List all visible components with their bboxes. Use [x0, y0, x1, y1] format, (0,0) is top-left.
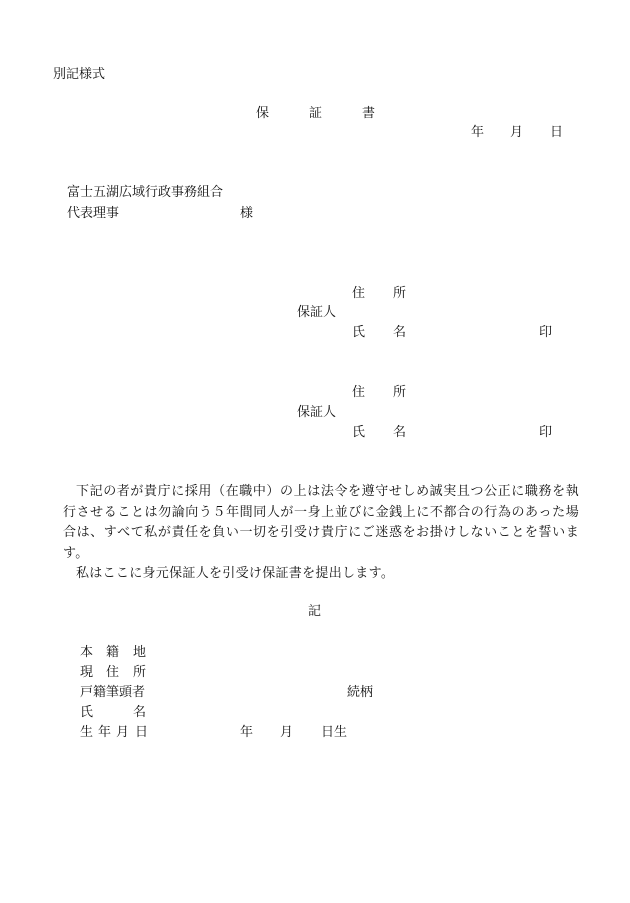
shimei-char-2: 名: [133, 705, 147, 720]
address-label-char-2: 所: [393, 286, 407, 301]
birth-label-char-2: 年: [98, 725, 112, 740]
title-char-3: 書: [362, 106, 376, 121]
body-paragraph-2: 私はここに身元保証人を引受け保証書を提出します。: [76, 566, 395, 581]
name-label-char-2: 名: [393, 425, 407, 440]
shimei-char-1: 氏: [80, 705, 94, 720]
honseki-char-3: 地: [133, 645, 147, 660]
address-label-char-2: 所: [393, 385, 407, 400]
address-label-char-1: 住: [352, 286, 366, 301]
date-year: 年: [471, 125, 485, 140]
name-label-char-1: 氏: [352, 325, 366, 340]
date-day: 日: [550, 125, 564, 140]
address-label-char-1: 住: [352, 385, 366, 400]
addressee-role: 代表理事: [67, 206, 120, 221]
name-label-char-1: 氏: [352, 425, 366, 440]
zokugara-label: 続柄: [347, 685, 374, 700]
guarantor-label: 保証人: [297, 305, 337, 320]
date-month: 月: [510, 125, 524, 140]
birth-year: 年: [240, 725, 254, 740]
birth-label-char-3: 月: [116, 725, 130, 740]
genjusho-char-3: 所: [133, 665, 147, 680]
addressee-honorific: 様: [240, 206, 254, 221]
ki-heading: 記: [308, 604, 322, 619]
honseki-char-2: 籍: [106, 645, 120, 660]
birth-label-char-1: 生: [80, 725, 94, 740]
body-paragraph-1: 下記の者が貴庁に採用（在職中）の上は法令を遵守せしめ誠実且つ公正に職務を執行させることは勿論向う５年間同人が一身上並びに金銭上に不都合の行為のあった場合は、すべて私が責任を負い一切を引受け貴庁にご迷惑をお掛けしないことを誓います。: [63, 484, 579, 561]
birth-month: 月: [280, 725, 294, 740]
birth-day: 日生: [321, 725, 348, 740]
seal-mark: 印: [539, 425, 553, 440]
addressee-org: 富士五湖広域行政事務組合: [67, 185, 224, 200]
genjusho-char-2: 住: [106, 665, 120, 680]
title-char-2: 証: [309, 106, 323, 121]
birth-label-char-4: 日: [135, 725, 149, 740]
name-label-char-2: 名: [393, 325, 407, 340]
title-char-1: 保: [256, 106, 270, 121]
form-label: 別記様式: [53, 67, 106, 82]
guarantor-label: 保証人: [297, 405, 337, 420]
honseki-char-1: 本: [80, 645, 94, 660]
seal-mark: 印: [539, 325, 553, 340]
koseki-label: 戸籍筆頭者: [80, 685, 146, 700]
genjusho-char-1: 現: [80, 665, 94, 680]
